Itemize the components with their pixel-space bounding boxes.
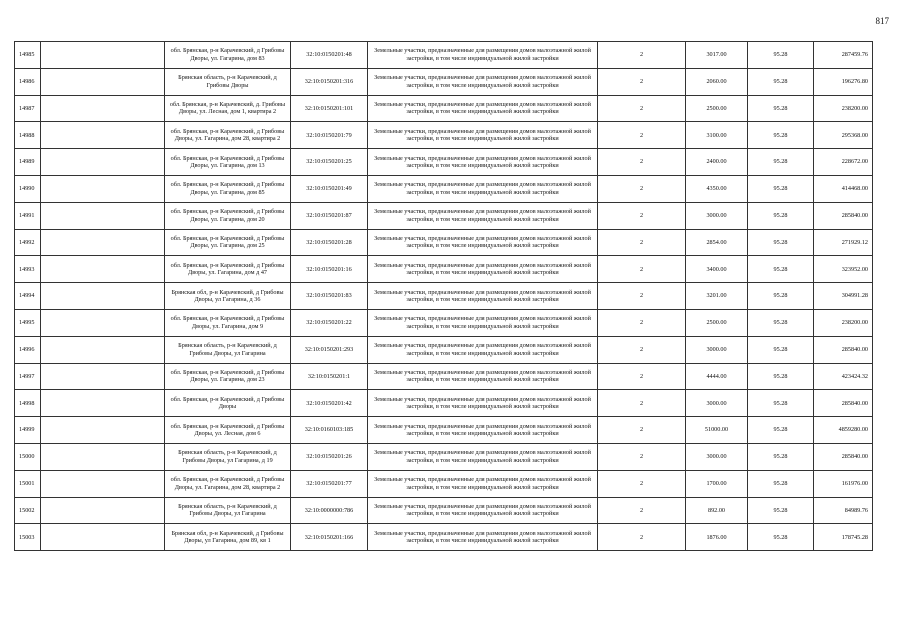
cadastral-value-cell: 178745.28 [814, 524, 873, 551]
land-use-cell: Земельные участки, предназначенные для размещения домов малоэтажной жилой застройки, в том числе индивидуальной жилой застройки [368, 283, 598, 310]
cadastral-number-cell: 32:10:0150201:26 [291, 443, 368, 470]
cadastral-value-cell: 285840.00 [814, 443, 873, 470]
table-row [15, 68, 873, 95]
cadastral-number-cell: 32:10:0150201:87 [291, 202, 368, 229]
area-cell: 2060.00 [686, 68, 748, 95]
rate-cell: 95.28 [748, 68, 814, 95]
land-use-cell: Земельные участки, предназначенные для размещения домов малоэтажной жилой застройки, в том числе индивидуальной жилой застройки [368, 229, 598, 256]
cadastral-number-cell: 32:10:0150201:22 [291, 309, 368, 336]
land-use-cell: Земельные участки, предназначенные для размещения домов малоэтажной жилой застройки, в том числе индивидуальной жилой застройки [368, 497, 598, 524]
cadastral-value-cell: 285840.00 [814, 202, 873, 229]
cadastral-number-cell: 32:10:0150201:16 [291, 256, 368, 283]
cadastral-value-cell: 423424.32 [814, 363, 873, 390]
address-cell: обл. Брянская, р-н Карачевский, д. Грибовы Дворы, ул. Лесная, дом 1, квартира 2 [165, 95, 291, 122]
land-use-cell: Земельные участки, предназначенные для размещения домов малоэтажной жилой застройки, в том числе индивидуальной жилой застройки [368, 68, 598, 95]
area-cell: 3000.00 [686, 336, 748, 363]
cadastral-number-cell: 32:10:0150201:101 [291, 95, 368, 122]
rate-cell: 95.28 [748, 42, 814, 69]
group-cell: 2 [598, 283, 686, 310]
cadastral-value-cell: 238200.00 [814, 95, 873, 122]
row-number: 14996 [15, 336, 41, 363]
group-cell: 2 [598, 122, 686, 149]
area-cell: 1876.00 [686, 524, 748, 551]
group-cell: 2 [598, 68, 686, 95]
address-cell: обл. Брянская, р-н Карачевский, д Грибовы Дворы, ул. Гагарина, дом д 47 [165, 256, 291, 283]
row-number: 15002 [15, 497, 41, 524]
address-cell: Брянская область, р-н Карачевский, д Грибовы Дворы, ул Гагарина, д 19 [165, 443, 291, 470]
land-use-cell: Земельные участки, предназначенные для размещения домов малоэтажной жилой застройки, в том числе индивидуальной жилой застройки [368, 95, 598, 122]
table-row [15, 363, 873, 390]
address-cell: Брянская область, р-н Карачевский, д Грибовы Дворы, ул Гагарина [165, 497, 291, 524]
land-use-cell: Земельные участки, предназначенные для размещения домов малоэтажной жилой застройки, в том числе индивидуальной жилой застройки [368, 309, 598, 336]
group-cell: 2 [598, 149, 686, 176]
rate-cell: 95.28 [748, 95, 814, 122]
table-row [15, 122, 873, 149]
rate-cell: 95.28 [748, 390, 814, 417]
blank-cell [41, 363, 165, 390]
blank-cell [41, 42, 165, 69]
cadastral-value-cell: 271929.12 [814, 229, 873, 256]
row-number: 14990 [15, 175, 41, 202]
rate-cell: 95.28 [748, 149, 814, 176]
area-cell: 3017.00 [686, 42, 748, 69]
cadastral-number-cell: 32:10:0150201:48 [291, 42, 368, 69]
blank-cell [41, 256, 165, 283]
row-number: 14997 [15, 363, 41, 390]
blank-cell [41, 122, 165, 149]
table-row [15, 497, 873, 524]
table-row [15, 283, 873, 310]
blank-cell [41, 202, 165, 229]
rate-cell: 95.28 [748, 256, 814, 283]
cadastral-value-cell: 285840.00 [814, 390, 873, 417]
row-number: 14992 [15, 229, 41, 256]
cadastral-value-cell: 196276.80 [814, 68, 873, 95]
group-cell: 2 [598, 175, 686, 202]
rate-cell: 95.28 [748, 122, 814, 149]
table-row [15, 417, 873, 444]
table-row [15, 175, 873, 202]
table-row [15, 256, 873, 283]
cadastral-number-cell: 32:10:0150201:79 [291, 122, 368, 149]
group-cell: 2 [598, 363, 686, 390]
blank-cell [41, 95, 165, 122]
group-cell: 2 [598, 42, 686, 69]
area-cell: 4350.00 [686, 175, 748, 202]
cadastral-value-cell: 414468.00 [814, 175, 873, 202]
cadastral-number-cell: 32:10:0150201:25 [291, 149, 368, 176]
table-row [15, 95, 873, 122]
area-cell: 3000.00 [686, 443, 748, 470]
address-cell: Брянская область, р-н Карачевский, д Грибовы Дворы, ул Гагарина [165, 336, 291, 363]
address-cell: обл. Брянская, р-н Карачевский, д Грибовы Дворы, ул. Гагарина, дом 28, квартира 2 [165, 470, 291, 497]
address-cell: обл. Брянская, р-н Карачевский, д Грибовы Дворы, ул. Гагарина, дом 85 [165, 175, 291, 202]
area-cell: 3201.00 [686, 283, 748, 310]
cadastral-value-cell: 287459.76 [814, 42, 873, 69]
address-cell: обл. Брянская, р-н Карачевский, д Грибовы Дворы, ул. Гагарина, дом 9 [165, 309, 291, 336]
group-cell: 2 [598, 336, 686, 363]
cadastral-number-cell: 32:10:0150201:166 [291, 524, 368, 551]
row-number: 15001 [15, 470, 41, 497]
rate-cell: 95.28 [748, 175, 814, 202]
land-use-cell: Земельные участки, предназначенные для размещения домов малоэтажной жилой застройки, в том числе индивидуальной жилой застройки [368, 336, 598, 363]
cadastral-number-cell: 32:10:0150201:1 [291, 363, 368, 390]
land-use-cell: Земельные участки, предназначенные для размещения домов малоэтажной жилой застройки, в том числе индивидуальной жилой застройки [368, 417, 598, 444]
address-cell: обл. Брянская, р-н Карачевский, д Грибовы Дворы, ул. Гагарина, дом 25 [165, 229, 291, 256]
blank-cell [41, 417, 165, 444]
blank-cell [41, 283, 165, 310]
table-row [15, 42, 873, 69]
cadastral-number-cell: 32:10:0000000:786 [291, 497, 368, 524]
area-cell: 892.00 [686, 497, 748, 524]
row-number: 14999 [15, 417, 41, 444]
land-use-cell: Земельные участки, предназначенные для размещения домов малоэтажной жилой застройки, в том числе индивидуальной жилой застройки [368, 470, 598, 497]
blank-cell [41, 336, 165, 363]
area-cell: 3000.00 [686, 202, 748, 229]
row-number: 15003 [15, 524, 41, 551]
table-row [15, 229, 873, 256]
land-use-cell: Земельные участки, предназначенные для размещения домов малоэтажной жилой застройки, в том числе индивидуальной жилой застройки [368, 175, 598, 202]
group-cell: 2 [598, 202, 686, 229]
group-cell: 2 [598, 524, 686, 551]
blank-cell [41, 175, 165, 202]
group-cell: 2 [598, 497, 686, 524]
cadastral-number-cell: 32:10:0150201:293 [291, 336, 368, 363]
rate-cell: 95.28 [748, 309, 814, 336]
land-plots-table [14, 41, 873, 551]
table-row [15, 202, 873, 229]
row-number: 14989 [15, 149, 41, 176]
address-cell: обл. Брянская, р-н Карачевский, д Грибовы Дворы, ул. Гагарина, дом 83 [165, 42, 291, 69]
row-number: 14986 [15, 68, 41, 95]
land-use-cell: Земельные участки, предназначенные для размещения домов малоэтажной жилой застройки, в том числе индивидуальной жилой застройки [368, 390, 598, 417]
cadastral-value-cell: 285840.00 [814, 336, 873, 363]
rate-cell: 95.28 [748, 417, 814, 444]
address-cell: обл. Брянская, р-н Карачевский, д Грибовы Дворы, ул. Гагарина, дом 23 [165, 363, 291, 390]
cadastral-number-cell: 32:10:0150201:42 [291, 390, 368, 417]
cadastral-value-cell: 84989.76 [814, 497, 873, 524]
area-cell: 2500.00 [686, 95, 748, 122]
area-cell: 51000.00 [686, 417, 748, 444]
table-body [15, 42, 873, 551]
land-use-cell: Земельные участки, предназначенные для размещения домов малоэтажной жилой застройки, в том числе индивидуальной жилой застройки [368, 122, 598, 149]
cadastral-number-cell: 32:10:0150201:77 [291, 470, 368, 497]
row-number: 14993 [15, 256, 41, 283]
table-row [15, 390, 873, 417]
blank-cell [41, 229, 165, 256]
address-cell: обл. Брянская, р-н Карачевский, д Грибовы Дворы, ул. Гагарина, дом 28, квартира 2 [165, 122, 291, 149]
row-number: 14987 [15, 95, 41, 122]
area-cell: 2854.00 [686, 229, 748, 256]
land-use-cell: Земельные участки, предназначенные для размещения домов малоэтажной жилой застройки, в том числе индивидуальной жилой застройки [368, 202, 598, 229]
cadastral-value-cell: 238200.00 [814, 309, 873, 336]
land-use-cell: Земельные участки, предназначенные для размещения домов малоэтажной жилой застройки, в том числе индивидуальной жилой застройки [368, 256, 598, 283]
group-cell: 2 [598, 470, 686, 497]
land-use-cell: Земельные участки, предназначенные для размещения домов малоэтажной жилой застройки, в том числе индивидуальной жилой застройки [368, 149, 598, 176]
address-cell: обл. Брянская, р-н Карачевский, д Грибовы Дворы, ул. Гагарина, дом 13 [165, 149, 291, 176]
rate-cell: 95.28 [748, 363, 814, 390]
blank-cell [41, 309, 165, 336]
group-cell: 2 [598, 95, 686, 122]
rate-cell: 95.28 [748, 470, 814, 497]
table-row [15, 470, 873, 497]
blank-cell [41, 524, 165, 551]
blank-cell [41, 149, 165, 176]
area-cell: 1700.00 [686, 470, 748, 497]
row-number: 14995 [15, 309, 41, 336]
row-number: 14998 [15, 390, 41, 417]
cadastral-number-cell: 32:10:0150201:83 [291, 283, 368, 310]
row-number: 14994 [15, 283, 41, 310]
blank-cell [41, 470, 165, 497]
area-cell: 4444.00 [686, 363, 748, 390]
group-cell: 2 [598, 417, 686, 444]
cadastral-value-cell: 304991.28 [814, 283, 873, 310]
area-cell: 3000.00 [686, 390, 748, 417]
page-number: 817 [875, 16, 889, 26]
rate-cell: 95.28 [748, 202, 814, 229]
area-cell: 2500.00 [686, 309, 748, 336]
row-number: 14985 [15, 42, 41, 69]
address-cell: обл. Брянская, р-н Карачевский, д Грибовы Дворы, ул. Гагарина, дом 20 [165, 202, 291, 229]
address-cell: Брянская область, р-н Карачевский, д Грибовы Дворы [165, 68, 291, 95]
rate-cell: 95.28 [748, 497, 814, 524]
row-number: 14988 [15, 122, 41, 149]
row-number: 14991 [15, 202, 41, 229]
cadastral-value-cell: 323952.00 [814, 256, 873, 283]
rate-cell: 95.28 [748, 283, 814, 310]
area-cell: 3400.00 [686, 256, 748, 283]
cadastral-number-cell: 32:10:0150201:316 [291, 68, 368, 95]
area-cell: 2400.00 [686, 149, 748, 176]
land-use-cell: Земельные участки, предназначенные для размещения домов малоэтажной жилой застройки, в том числе индивидуальной жилой застройки [368, 363, 598, 390]
cadastral-value-cell: 228672.00 [814, 149, 873, 176]
table-row [15, 524, 873, 551]
cadastral-number-cell: 32:10:0160103:185 [291, 417, 368, 444]
land-use-cell: Земельные участки, предназначенные для размещения домов малоэтажной жилой застройки, в том числе индивидуальной жилой застройки [368, 42, 598, 69]
blank-cell [41, 497, 165, 524]
land-use-cell: Земельные участки, предназначенные для размещения домов малоэтажной жилой застройки, в том числе индивидуальной жилой застройки [368, 443, 598, 470]
cadastral-value-cell: 4859280.00 [814, 417, 873, 444]
cadastral-number-cell: 32:10:0150201:49 [291, 175, 368, 202]
cadastral-value-cell: 161976.00 [814, 470, 873, 497]
area-cell: 3100.00 [686, 122, 748, 149]
group-cell: 2 [598, 229, 686, 256]
address-cell: Брянская обл, р-н Карачевский, д Грибовы Дворы, ул Гагарина, д 36 [165, 283, 291, 310]
table-row [15, 309, 873, 336]
table-row [15, 336, 873, 363]
blank-cell [41, 443, 165, 470]
rate-cell: 95.28 [748, 524, 814, 551]
group-cell: 2 [598, 309, 686, 336]
address-cell: Брянская обл, р-н Карачевский, д Грибовы Дворы, ул Гагарина, дом 89, кв 1 [165, 524, 291, 551]
blank-cell [41, 68, 165, 95]
table-row [15, 443, 873, 470]
address-cell: обл. Брянская, р-н Карачевский, д Грибовы Дворы [165, 390, 291, 417]
blank-cell [41, 390, 165, 417]
cadastral-number-cell: 32:10:0150201:28 [291, 229, 368, 256]
group-cell: 2 [598, 443, 686, 470]
rate-cell: 95.28 [748, 229, 814, 256]
rate-cell: 95.28 [748, 443, 814, 470]
group-cell: 2 [598, 256, 686, 283]
land-use-cell: Земельные участки, предназначенные для размещения домов малоэтажной жилой застройки, в том числе индивидуальной жилой застройки [368, 524, 598, 551]
rate-cell: 95.28 [748, 336, 814, 363]
group-cell: 2 [598, 390, 686, 417]
table-row [15, 149, 873, 176]
row-number: 15000 [15, 443, 41, 470]
cadastral-value-cell: 295368.00 [814, 122, 873, 149]
address-cell: обл. Брянская, р-н Карачевский, д Грибовы Дворы, ул. Лесная, дом 6 [165, 417, 291, 444]
